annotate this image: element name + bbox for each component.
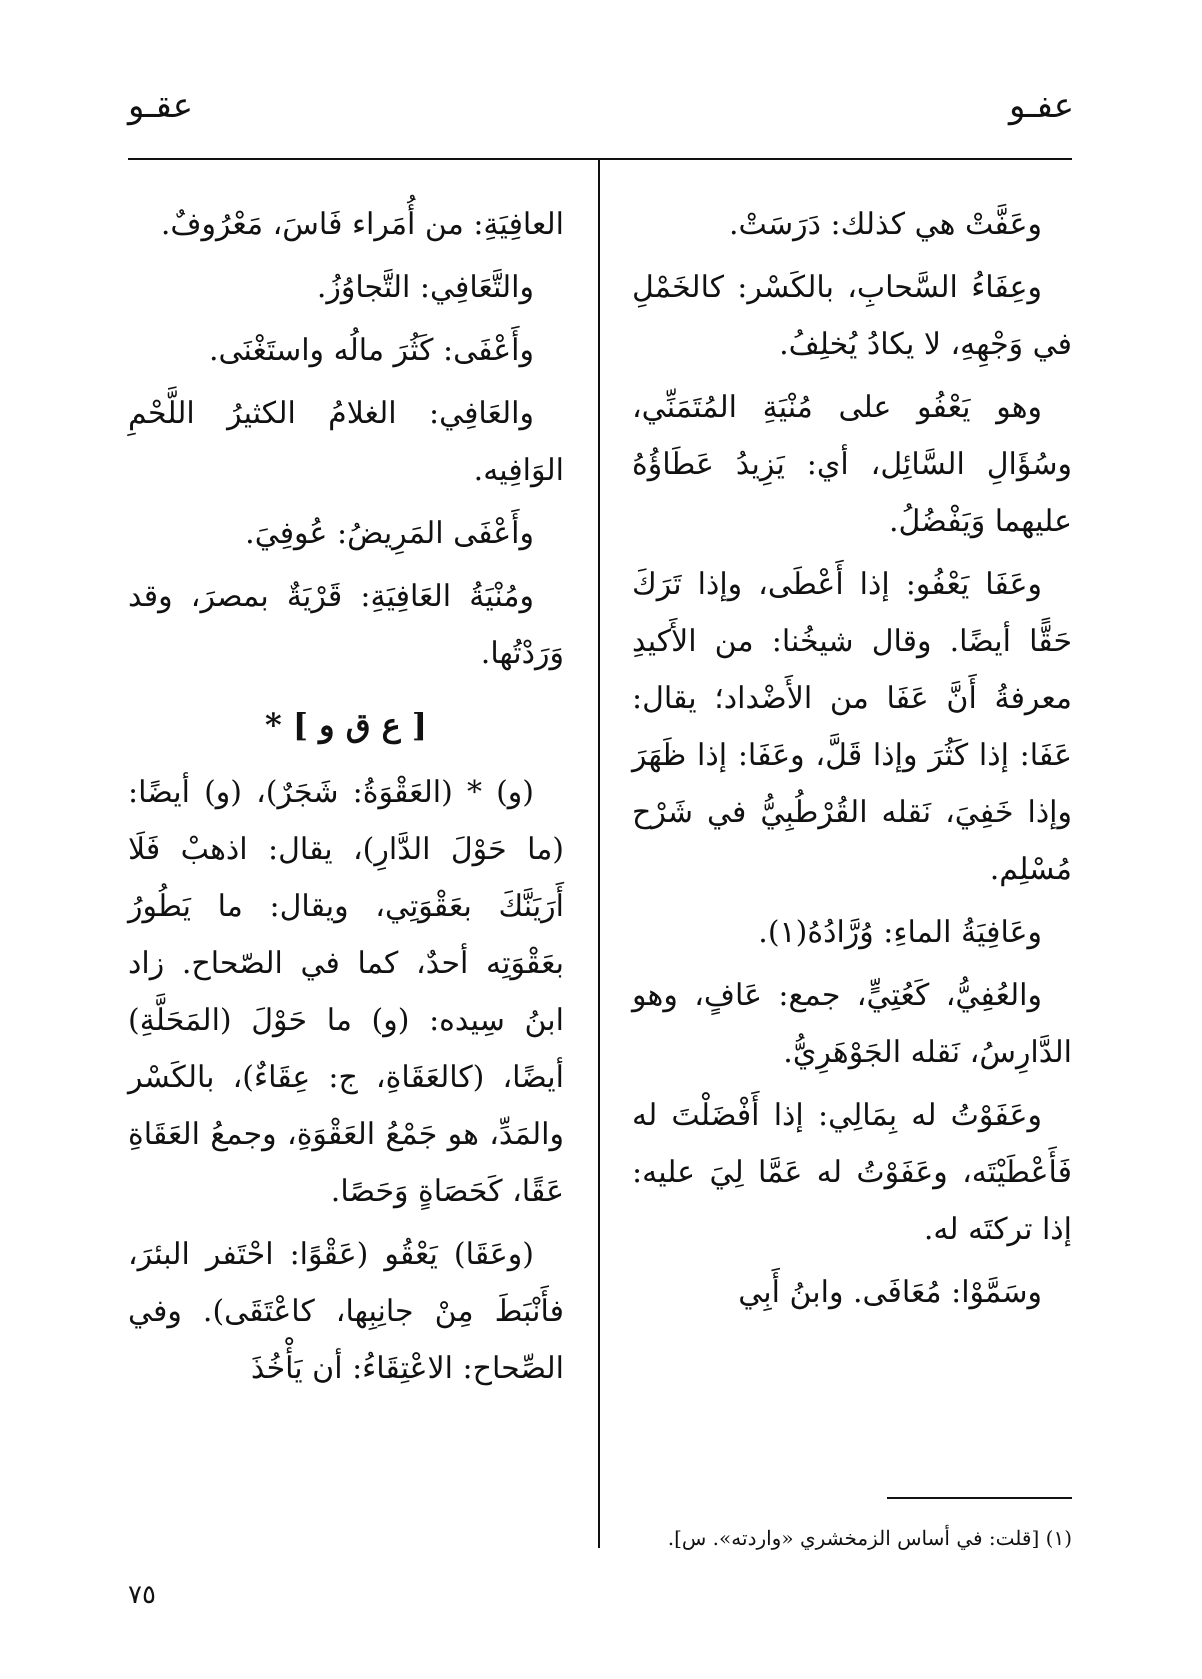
header-word-right: عفـو [1008,86,1074,126]
paragraph: وعَفَوْتُ له بِمَالِي: إذا أَفْضَلْتَ له فَأَعْطَيْتَه، وعَفَوْتُ له عَمَّا لِيَ عليه: إذا تركتَه له. [632,1098,1072,1247]
paragraph: وعَفَا يَعْفُو: إذا أَعْطَى، وإذا تَرَكَ حَقًّا أيضًا. وقال شيخُنا: من الأَكيدِ معرفةُ أَنَّ عَفَا من الأَضْداد؛ يقال: عَفَا: إذا كَثُرَ وإذا قَلَّ، وعَفَا: إذا ظَهَرَ وإذا خَفِيَ، نَقله القُرْطُبِيُّ في شَرْح مُسْلِم. [632,567,1072,887]
paragraph: العافِيَةِ: من أُمَراء فَاسَ، مَعْرُوفٌ. [160,207,564,242]
paragraph: وعِفَاءُ السَّحابِ، بالكَسْر: كالخَمْلِ في وَجْهِهِ، لا يكادُ يُخلِفُ. [632,270,1072,362]
paragraph: وأَعْفَى المَرِيضُ: عُوفِيَ. [245,516,534,551]
header-rule [128,158,1072,160]
column-divider [598,158,600,1548]
paragraph: وهو يَعْفُو على مُنْيَةِ المُتَمَنِّي، وسُؤَالِ السَّائِل، أي: يَزِيدُ عَطَاؤُهُ عليهما وَيَفْضُلُ. [632,390,1072,539]
right-column [632,196,1072,1327]
page-number: ٧٥ [128,1580,156,1610]
paragraph: وعَافِيَةُ الماءِ: وُرَّادُهُ(١). [758,915,1042,950]
left-column [128,196,564,1403]
paragraph: (وعَقَا) يَعْقُو (عَقْوًا: احْتَفر البئرَ، فأَنْبَطَ مِنْ جانِبِها، كاعْتَقَى). وفي الصِّحاح: الاعْتِقَاءُ: أن يَأْخُذَ [128,1237,564,1386]
paragraph: وسَمَّوْا: مُعَافَى. وابنُ أَبِي [738,1275,1042,1310]
paragraph: وعَفَّتْ هي كذلك: دَرَسَتْ. [729,207,1042,242]
header-word-left: عقـو [128,86,194,126]
paragraph: (و) * (العَقْوَةُ: شَجَرٌ)، (و) أيضًا: (ما حَوْلَ الدَّارِ)، يقال: اذهبْ فَلَا أَرَيَنَّكَ بعَقْوَتِي، ويقال: ما يَطُورُ بعَقْوَتِه أحدٌ، كما في الصّحاح. زاد ابنُ سِيده: (و) ما حَوْلَ (المَحَلَّةِ) أيضًا، (كالعَقَاةِ، ج: عِقَاءٌ)، بالكَسْر والمَدِّ، هو جَمْعُ العَقْوَةِ، وجمعُ العَقَاةِ عَقًا، كَحَصَاةٍ وَحَصًا. [128,775,564,1209]
entry-heading: [ ع ق و ] * [264,706,428,744]
footnote: (١) [قلت: في أساس الزمخشري «واردته». س]. [667,1526,1072,1550]
paragraph: والعَافِي: الغلامُ الكثيرُ اللَّحْمِ الوَافِيه. [128,396,564,488]
paragraph: والتَّعَافِي: التَّجاوُزُ. [316,270,534,305]
footnote-rule [887,1497,1072,1499]
paragraph: ومُنْيَةُ العَافِيَةِ: قَرْيَةٌ بمصرَ، وقد وَرَدْتُها. [128,579,564,671]
paragraph: والعُفِيُّ، كَعُتِيٍّ، جمع: عَافٍ، وهو الدَّارِسُ، نَقله الجَوْهَرِيُّ. [632,978,1072,1070]
paragraph: وأَعْفَى: كَثُرَ مالُه واستَغْنَى. [208,333,534,368]
